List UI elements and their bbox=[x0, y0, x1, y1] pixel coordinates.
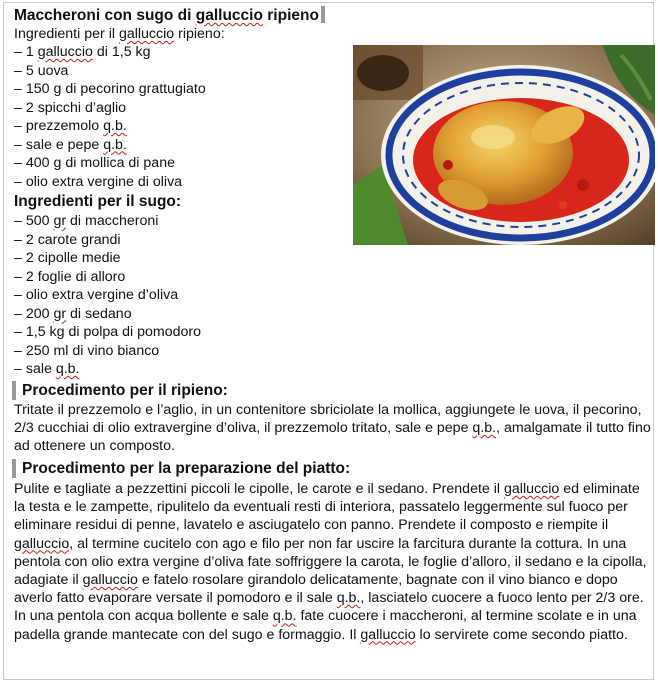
sauce-ingredient-item: – 2 carote grandi bbox=[14, 231, 121, 248]
filling-ingredient-item: – sale e pepe q.b. bbox=[14, 136, 127, 153]
sauce-ingredient-item: – 2 foglie di alloro bbox=[14, 268, 126, 285]
document-page bbox=[3, 2, 654, 680]
sauce-ingredient-item: – 500 gr di maccheroni bbox=[14, 213, 159, 229]
sauce-ingredients-heading: Ingredienti per il sugo: bbox=[14, 193, 182, 210]
filling-ingredient-item: – prezzemolo q.b. bbox=[14, 118, 127, 134]
sauce-ingredient-item: – sale q.b. bbox=[14, 361, 80, 377]
roast-stuffed-chicken-photo bbox=[353, 45, 655, 245]
filling-procedure-heading: Procedimento per il ripieno: bbox=[12, 381, 228, 400]
sauce-ingredient-item: – 200 gr di sedano bbox=[14, 305, 132, 322]
filling-ingredient-item: – 150 g di pecorino grattugiato bbox=[14, 81, 206, 97]
text-cursor bbox=[321, 6, 325, 23]
sauce-ingredient-item: – olio extra vergine d’oliva bbox=[14, 287, 179, 303]
filling-ingredients-heading: Ingredienti per il galluccio ripieno: bbox=[14, 26, 225, 42]
dish-procedure-heading: Procedimento per la preparazione del piatto: bbox=[12, 459, 350, 478]
filling-procedure-text: Tritate il prezzemolo e l’aglio, in un contenitore sbriciolate la mollica, aggiungete le uova, il pecorino, 2/3 cucchiai di olio extravergine d’oliva, il prezzemolo tritato, sale e pepe q.b., amalgamate il tutto fino ad ottenere un composto. bbox=[14, 402, 651, 455]
filling-ingredient-item: – olio extra vergine di oliva bbox=[14, 173, 183, 190]
dish-procedure-text: Pulite e tagliate a pezzettini piccoli le cipolle, le carote e il sedano. Prendete il galluccio ed eliminate la testa e le zampette, ripulitelo da eventuali resti di interiora, passatelo leggermente sul fuoco per eliminare residui di penne, lavatelo e asciugatelo con panno. Prendete il composto e riempite il galluccio, al termine cucitelo con ago e filo per non far uscire la farcitura durante la cottura. In una pentola con olio extra vergine d’oliva fate soffriggere la carota, le foglie d’alloro, il sedano e la cipolla, adagiate il galluccio e fatelo rosolare girandolo delicatamente, bagnate con il vino bianco e dopo averlo fatto evaporare versate il pomodoro e il sale q.b., lasciatelo cuocere a fuoco lento per 2/3 ore. In una pentola con acqua bollente e sale q.b. fate cuocere i maccheroni, al termine scolate e in una padella grande mantecate con del sugo e formaggio. Il galluccio lo servirete come secondo piatto. bbox=[14, 481, 647, 643]
filling-ingredient-item: – 1 galluccio di 1,5 kg bbox=[14, 44, 151, 60]
sauce-ingredient-item: – 2 cipolle medie bbox=[14, 250, 121, 266]
filling-ingredient-item: – 2 spicchi d’aglio bbox=[14, 99, 127, 116]
sauce-ingredient-item: – 1,5 kg di polpa di pomodoro bbox=[14, 324, 202, 340]
filling-ingredient-item: – 5 uova bbox=[14, 62, 69, 79]
filling-ingredient-item: – 400 g di mollica di pane bbox=[14, 155, 175, 171]
recipe-title: Maccheroni con sugo di galluccio ripieno bbox=[14, 6, 325, 25]
sauce-ingredient-item: – 250 ml di vino bianco bbox=[14, 342, 160, 359]
